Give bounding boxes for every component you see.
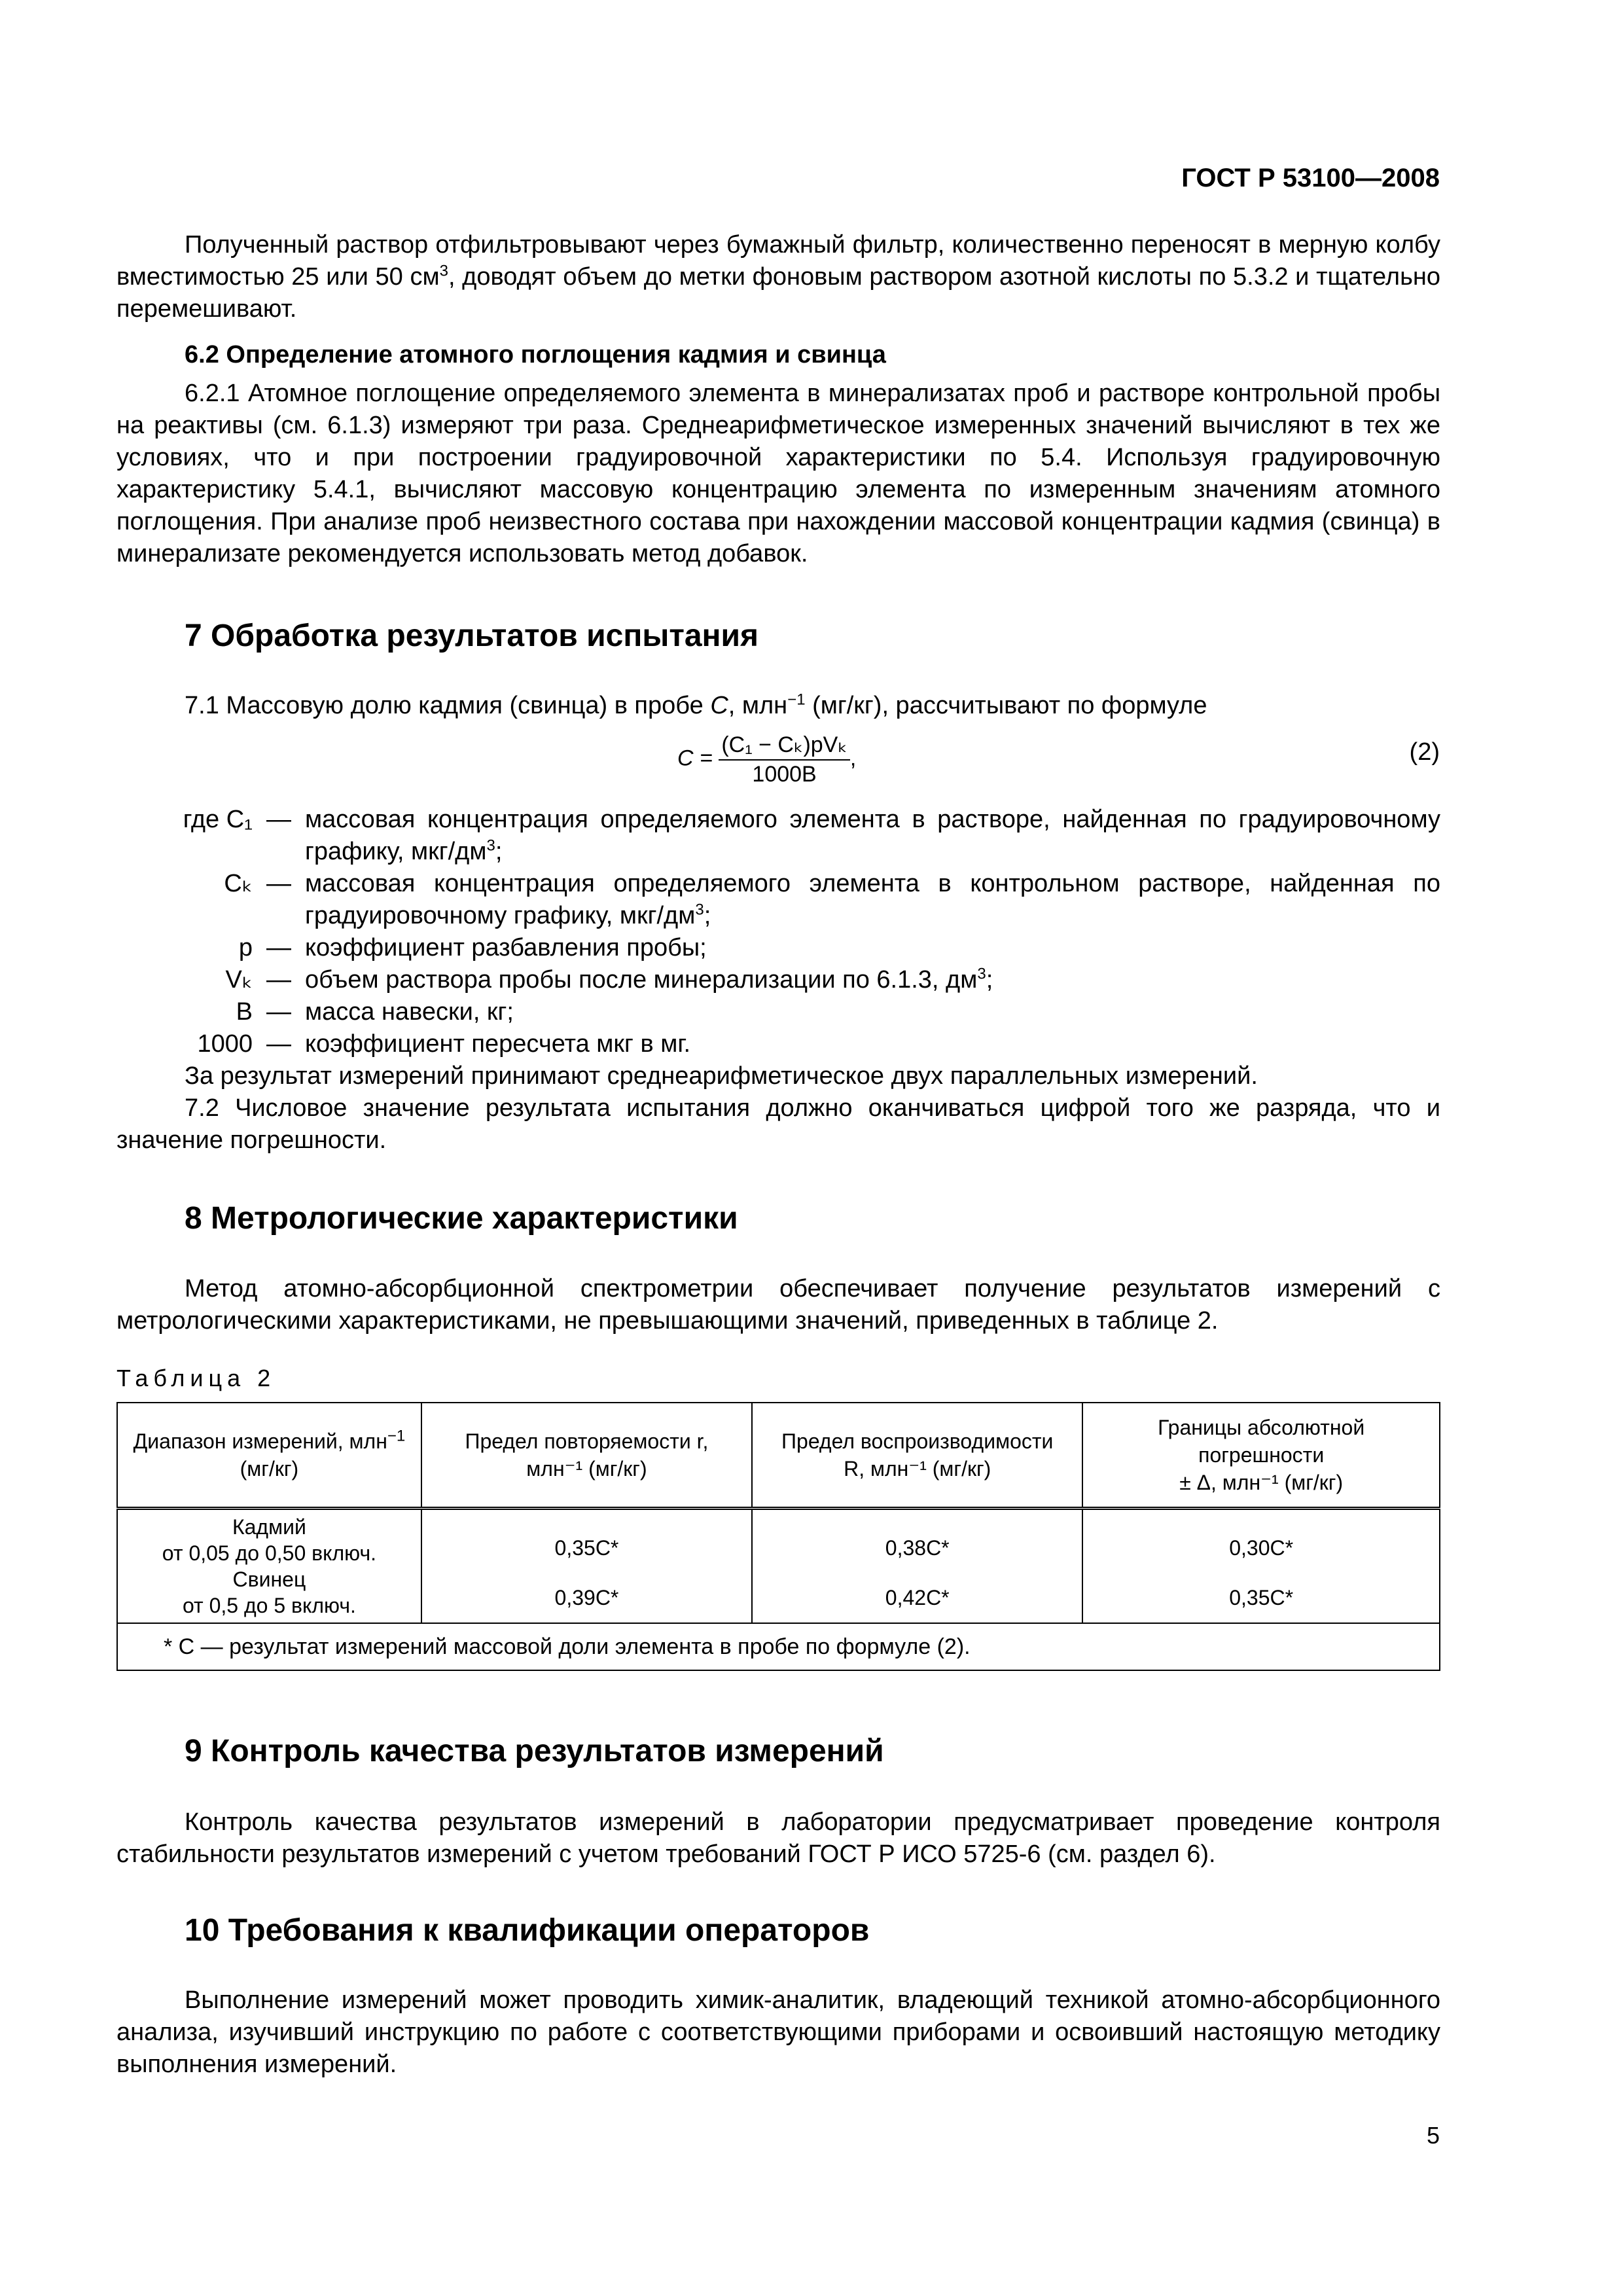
table-caption: Таблица 2	[116, 1365, 276, 1391]
formula-2: C = $\frac{\text{(C₁ − Cₖ)pVₖ}}{1000В}$ ,	[677, 732, 857, 787]
definition-row: В — масса навески, кг;	[236, 998, 514, 1026]
table-footnote-row	[117, 1623, 1440, 1670]
formula-number: (2)	[1409, 738, 1440, 766]
section-6-2	[116, 339, 1440, 570]
section-7-2-text: 7.2 Числовое значение результата испытания должно оканчиваться цифрой того же разряда, что и значение погрешности.	[116, 1094, 1440, 1154]
section-9-title: 9 Контроль качества результатов измерений	[185, 1734, 884, 1768]
section-7-1-text: 7.1 Массовую долю кадмия (свинца) в пробе C, млн$^{-1}$ (мг/кг), рассчитывают по формуле	[185, 691, 1207, 719]
table-header-cell: Границы абсолютной погрешности ± Δ, млн⁻¹ (мг/кг)	[1082, 1403, 1440, 1509]
error-bounds-cell: 0,30C* 0,35C*	[1082, 1509, 1440, 1624]
reproducibility-cell: 0,38C* 0,42C*	[752, 1509, 1082, 1624]
definition-row: Cₖ — массовая концентрация определяемого элемента в контрольном растворе, найденная по градуировочному графику, мкг/$дм^3$;	[224, 870, 1440, 929]
section-8-title: 8 Метрологические характеристики	[185, 1201, 738, 1236]
table-row	[117, 1509, 1440, 1624]
table-header-cell: Диапазон измерений, млн$^{-1}$ (мг/кг)	[117, 1403, 421, 1509]
intro-paragraph: Полученный раствор отфильтровывают через бумажный фильтр, количественно переносят в мерную колбу вместимостью 25 или 50 $см^3$, доводят объем до метки фоновым раствором азотной кислоты по 5.3.2 и тщательно перемешивают.	[116, 231, 1440, 323]
variable-definitions	[116, 804, 1440, 1157]
table-header-cell: Предел воспроизводимости R, млн⁻¹ (мг/кг)	[752, 1403, 1082, 1509]
formula-numerator: (C₁ − Cₖ)pVₖ	[719, 732, 850, 761]
metrological-table	[116, 1402, 1440, 1671]
range-cell: Кадмий от 0,05 до 0,50 включ. Свинец от 0,5 до 5 включ.	[117, 1509, 421, 1624]
table-header-cell: Предел повторяемости r, млн⁻¹ (мг/кг)	[421, 1403, 752, 1509]
section-7-title: 7 Обработка результатов испытания	[185, 619, 759, 653]
repeatability-cell: 0,35C* 0,39C*	[421, 1509, 752, 1624]
section-6-2-title: 6.2 Определение атомного поглощения кадмия и свинца	[185, 341, 886, 368]
section-6-2-text: 6.2.1 Атомное поглощение определяемого элемента в минерализатах проб и растворе контрольной пробы на реактивы (см. 6.1.3) измеряют три раза. Среднеарифметическое измеренных значений вычисляют в тех же условиях, что и при построении градуировочной характеристики по 5.4. Используя градуировочную характеристику 5.4.1, вычисляют массовую концентрацию элемента по измеренным значениям атомного поглощения. При анализе проб неизвестного состава при нахождении массовой концентрации кадмия (свинца) в минерализате рекомендуется использовать метод добавок.	[116, 380, 1440, 567]
formula-denominator: 1000В	[752, 762, 817, 787]
section-10-title: 10 Требования к квалификации операторов	[185, 1913, 870, 1948]
definition-row: 1000 — коэффициент пересчета мкг в мг.	[197, 1030, 691, 1058]
page-number: 5	[1426, 2122, 1440, 2149]
result-note: За результат измерений принимают среднеарифметическое двух параллельных измерений.	[185, 1062, 1258, 1090]
section-9-text: Контроль качества результатов измерений в лаборатории предусматривает проведение контроля стабильности результатов измерений с учетом требований ГОСТ Р ИСО 5725-6 (см. раздел 6).	[116, 1808, 1440, 1868]
table-footnote: * C — результат измерений массовой доли элемента в пробе по формуле (2).	[117, 1623, 1440, 1670]
definition-row: Vₖ — объем раствора пробы после минерализации по 6.1.3, $дм^3$;	[225, 965, 993, 994]
standard-code: ГОСТ Р 53100—2008	[1181, 164, 1440, 192]
table-header-row	[117, 1403, 1440, 1509]
definition-row: p — коэффициент разбавления пробы;	[238, 934, 707, 961]
section-8-text: Метод атомно-абсорбционной спектрометрии обеспечивает получение результатов измерений с метрологическими характеристиками, не превышающими значений, приведенных в таблице 2.	[116, 1275, 1440, 1335]
definition-row: где C₁ — массовая концентрация определяемого элемента в растворе, найденная по градуировочному графику, мкг/$дм^3$;	[183, 806, 1440, 865]
section-10-text: Выполнение измерений может проводить химик-аналитик, владеющий техникой атомно-абсорбционного анализа, изучивший инструкцию по работе с соответствующими приборами и освоивший настоящую методику выполнения измерений.	[116, 1986, 1440, 2078]
